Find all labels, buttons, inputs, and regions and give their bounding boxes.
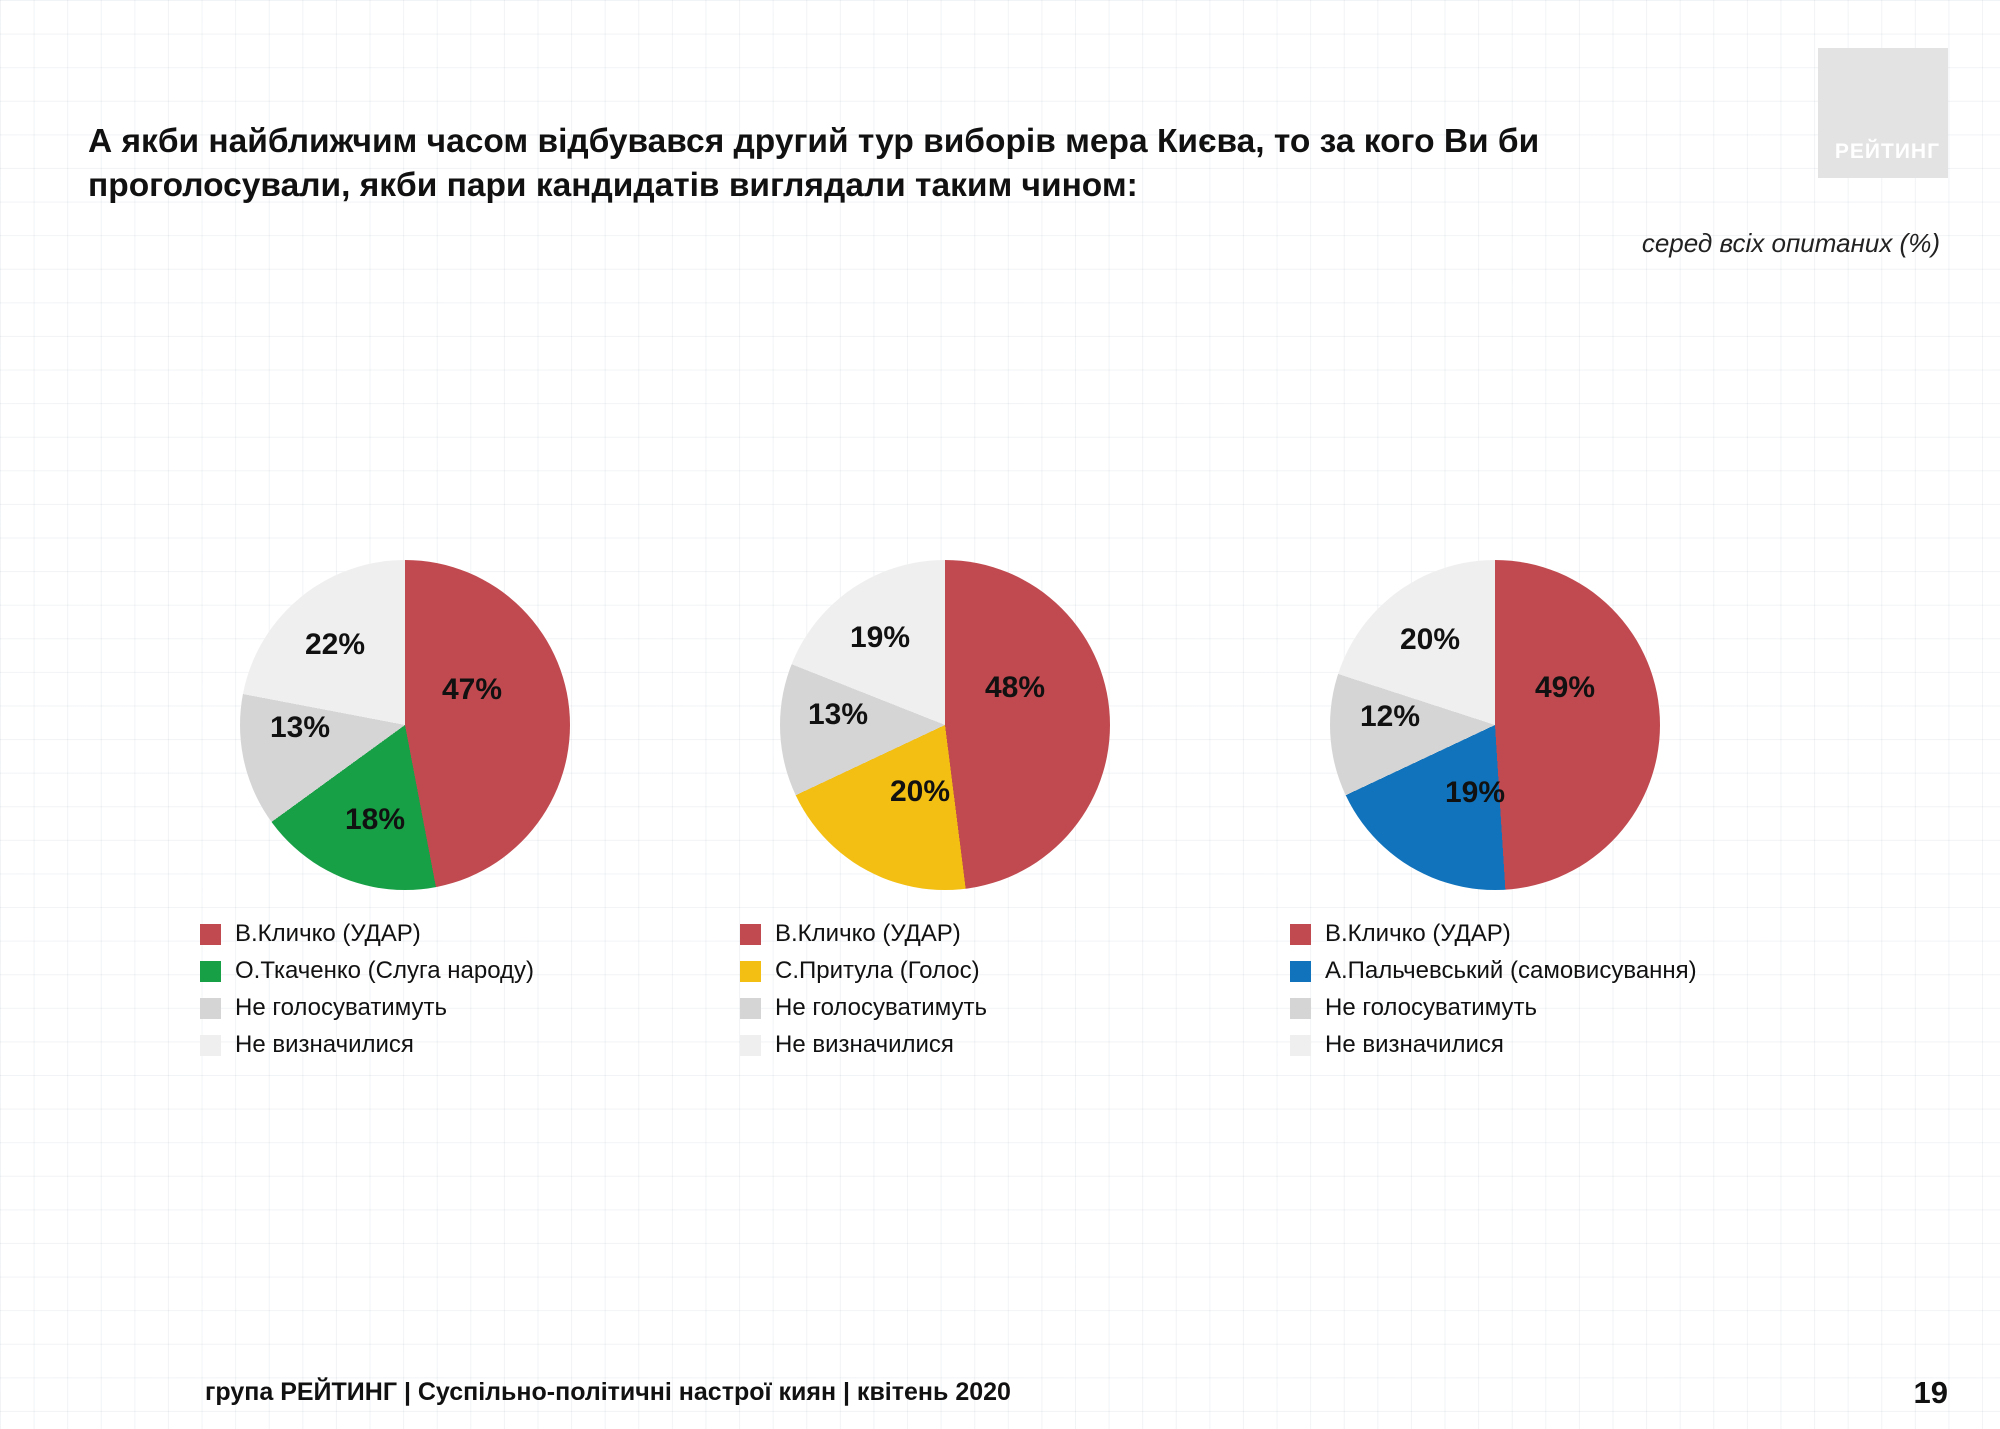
legend-item[interactable]: [200, 957, 720, 985]
legend-item[interactable]: [200, 1031, 720, 1059]
legend-item[interactable]: [740, 994, 1260, 1022]
legend-swatch-icon: [1290, 924, 1311, 945]
legend-swatch-icon: [200, 1035, 221, 1056]
pie-3-value-2: 12%: [1359, 700, 1421, 733]
pie-3-value-0: 49%: [1534, 671, 1596, 704]
pie-3-value-3: 20%: [1399, 623, 1461, 656]
pie-1-value-3: 22%: [304, 628, 366, 661]
pie-1-value-2: 13%: [269, 711, 331, 744]
pie-2-value-0: 48%: [984, 671, 1046, 704]
legend-item[interactable]: [1290, 1031, 1810, 1059]
pie-1-value-1: 18%: [344, 803, 406, 836]
pie-1-legend: [200, 920, 720, 1059]
legend-label: Не голосуватимуть: [775, 994, 987, 1021]
legend-swatch-icon: [200, 961, 221, 982]
legend-item[interactable]: [1290, 957, 1810, 985]
pie-2-value-1: 20%: [889, 775, 951, 808]
footer-source: група РЕЙТИНГ | Суспільно-політичні настрої киян | квітень 2020: [205, 1378, 1011, 1406]
legend-label: В.Кличко (УДАР): [1325, 920, 1511, 947]
legend-label: С.Притула (Голос): [775, 957, 980, 984]
legend-swatch-icon: [1290, 998, 1311, 1019]
legend-label: О.Ткаченко (Слуга народу): [235, 957, 535, 984]
pie-2-wrap: [780, 560, 1110, 890]
pie-chart-1: [160, 560, 720, 1068]
legend-swatch-icon: [740, 924, 761, 945]
legend-label: Не визначилися: [775, 1031, 954, 1058]
page-number: 19: [1913, 1375, 1948, 1410]
chart-subtitle: серед всіх опитаних (%): [1641, 228, 1940, 258]
page-title: А якби найближчим часом відбувався другий тур виборів мера Києва, то за кого Ви би проголосували, якби пари кандидатів виглядали таким чином:: [88, 123, 1540, 205]
legend-label: Не голосуватимуть: [1325, 994, 1537, 1021]
legend-swatch-icon: [200, 924, 221, 945]
legend-label: В.Кличко (УДАР): [235, 920, 421, 947]
legend-swatch-icon: [1290, 1035, 1311, 1056]
rating-logo: [1818, 48, 1948, 178]
charts-container: [0, 560, 2000, 1080]
legend-label: Не голосуватимуть: [235, 994, 447, 1021]
legend-swatch-icon: [1290, 961, 1311, 982]
pie-1-value-0: 47%: [441, 673, 503, 706]
pie-1-wrap: [240, 560, 570, 890]
legend-label: А.Пальчевський (самовисування): [1325, 957, 1697, 984]
legend-swatch-icon: [740, 1035, 761, 1056]
pie-3-legend: [1290, 920, 1810, 1059]
pie-3-value-1: 19%: [1444, 776, 1506, 809]
pie-2-legend: [740, 920, 1260, 1059]
legend-label: Не визначилися: [235, 1031, 414, 1058]
pie-2-value-2: 13%: [807, 698, 869, 731]
legend-item[interactable]: [200, 994, 720, 1022]
pie-chart-2: [700, 560, 1260, 1068]
legend-item[interactable]: [740, 920, 1260, 948]
pie-3-wrap: [1330, 560, 1660, 890]
logo-label: РЕЙТИНГ: [1834, 140, 1940, 163]
legend-swatch-icon: [200, 998, 221, 1019]
legend-swatch-icon: [740, 998, 761, 1019]
legend-swatch-icon: [740, 961, 761, 982]
pie-2-value-3: 19%: [849, 621, 911, 654]
legend-item[interactable]: [740, 957, 1260, 985]
legend-label: В.Кличко (УДАР): [775, 920, 961, 947]
legend-label: Не визначилися: [1325, 1031, 1504, 1058]
legend-item[interactable]: [1290, 994, 1810, 1022]
pie-chart-3: [1250, 560, 1810, 1068]
legend-item[interactable]: [740, 1031, 1260, 1059]
legend-item[interactable]: [200, 920, 720, 948]
legend-item[interactable]: [1290, 920, 1810, 948]
